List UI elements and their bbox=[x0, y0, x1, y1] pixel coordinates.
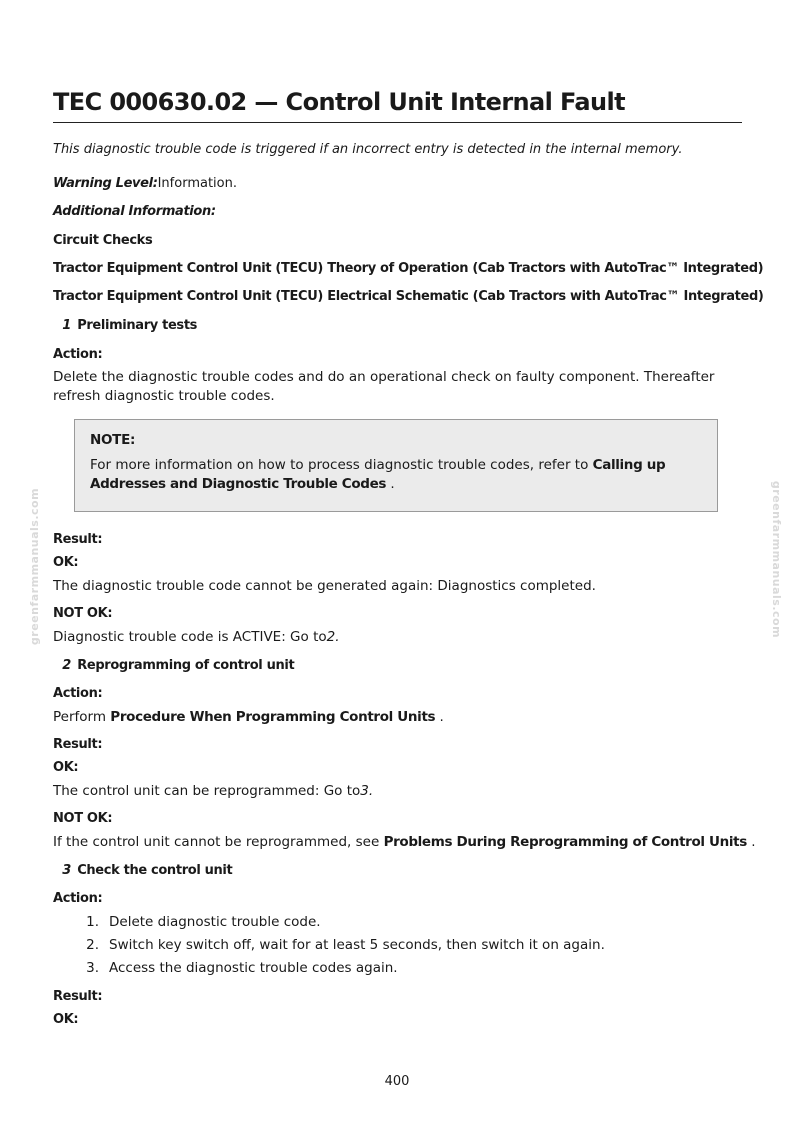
step-3-heading bbox=[53, 862, 232, 880]
step-2-result-label: Result: bbox=[53, 737, 103, 752]
reprogramming-problems-link[interactable]: Problems During Reprogramming of Control Units bbox=[383, 834, 747, 850]
step-2-action-pre: Perform bbox=[53, 709, 111, 725]
step-2-ok-text: The control unit can be reprogrammed: Go to bbox=[53, 783, 361, 799]
warning-level-label: Warning Level: bbox=[53, 176, 158, 191]
step-3-title: Check the control unit bbox=[77, 863, 233, 878]
step-2-ok-line bbox=[53, 782, 373, 800]
warning-level-value: Information. bbox=[157, 176, 237, 191]
list-item bbox=[83, 913, 321, 931]
step-3-action-label: Action: bbox=[53, 891, 103, 906]
watermark-left: greenfarmmanuals.com bbox=[28, 487, 42, 646]
note-link-calling-up-addresses[interactable]: Calling up Addresses and Diagnostic Trouble Codes bbox=[90, 457, 666, 492]
step-1-notok-label: NOT OK: bbox=[53, 606, 113, 621]
list-item-number: 2. bbox=[86, 937, 99, 953]
programming-procedure-link[interactable]: Procedure When Programming Control Units bbox=[110, 709, 436, 725]
step-2-goto-link[interactable]: 3. bbox=[360, 783, 374, 799]
note-end: . bbox=[386, 476, 395, 492]
electrical-schematic-link[interactable]: Tractor Equipment Control Unit (TECU) Electrical Schematic (Cab Tractors with AutoTrac™ Integrated) bbox=[53, 289, 764, 304]
theory-of-operation-link[interactable]: Tractor Equipment Control Unit (TECU) Theory of Operation (Cab Tractors with AutoTrac™ Integrated) bbox=[53, 261, 764, 276]
step-1-result-label: Result: bbox=[53, 532, 103, 547]
step-2-heading bbox=[53, 657, 294, 675]
step-2-notok-end: . bbox=[746, 834, 756, 850]
step-1-number: 1 bbox=[62, 318, 71, 333]
watermark-right: greenfarmmanuals.com bbox=[770, 480, 784, 639]
list-item-text: Delete diagnostic trouble code. bbox=[109, 914, 321, 930]
list-item-number: 3. bbox=[86, 960, 99, 976]
list-item-text: Access the diagnostic trouble codes again. bbox=[109, 960, 398, 976]
step-1-notok-text: Diagnostic trouble code is ACTIVE: Go to bbox=[53, 629, 327, 645]
step-2-ok-label: OK: bbox=[53, 760, 79, 775]
step-1-goto-link[interactable]: 2. bbox=[326, 629, 340, 645]
step-1-ok-text: The diagnostic trouble code cannot be generated again: Diagnostics completed. bbox=[53, 578, 596, 594]
step-1-notok-line bbox=[53, 628, 340, 646]
step-2-number: 2 bbox=[62, 658, 71, 673]
step-2-notok-line bbox=[53, 833, 756, 851]
warning-level-line bbox=[53, 175, 237, 193]
step-3-result-label: Result: bbox=[53, 989, 103, 1004]
step-1-action-text: Delete the diagnostic trouble codes and do an operational check on faulty component. Thereafter refresh diagnostic trouble codes. bbox=[53, 369, 715, 404]
step-3-number: 3 bbox=[62, 863, 71, 878]
step-2-action-line bbox=[53, 708, 444, 726]
note-heading: NOTE: bbox=[90, 432, 136, 448]
step-2-notok-pre: If the control unit cannot be reprogrammed, see bbox=[53, 834, 384, 850]
list-item bbox=[83, 936, 605, 954]
step-2-action-end: . bbox=[435, 709, 444, 725]
step-3-ok-label: OK: bbox=[53, 1012, 79, 1027]
step-1-title: Preliminary tests bbox=[77, 318, 198, 333]
step-1-action-label: Action: bbox=[53, 347, 103, 362]
step-1-ok-label: OK: bbox=[53, 555, 79, 570]
note-box bbox=[74, 419, 718, 512]
page-title: TEC 000630.02 — Control Unit Internal Fault bbox=[53, 86, 742, 123]
page-number: 400 bbox=[384, 1074, 410, 1089]
note-text: For more information on how to process diagnostic trouble codes, refer to bbox=[90, 457, 593, 473]
list-item-text: Switch key switch off, wait for at least 5 seconds, then switch it on again. bbox=[109, 937, 605, 953]
step-2-title: Reprogramming of control unit bbox=[77, 658, 295, 673]
list-item-number: 1. bbox=[86, 914, 99, 930]
step-1-heading bbox=[53, 317, 197, 335]
additional-info-heading: Additional Information: bbox=[53, 204, 216, 219]
description-text: This diagnostic trouble code is triggered if an incorrect entry is detected in the internal memory. bbox=[53, 142, 683, 157]
step-2-action-label: Action: bbox=[53, 686, 103, 701]
circuit-checks-link[interactable]: Circuit Checks bbox=[53, 233, 153, 248]
note-body bbox=[90, 456, 702, 494]
list-item bbox=[83, 959, 398, 977]
step-2-notok-label: NOT OK: bbox=[53, 811, 113, 826]
